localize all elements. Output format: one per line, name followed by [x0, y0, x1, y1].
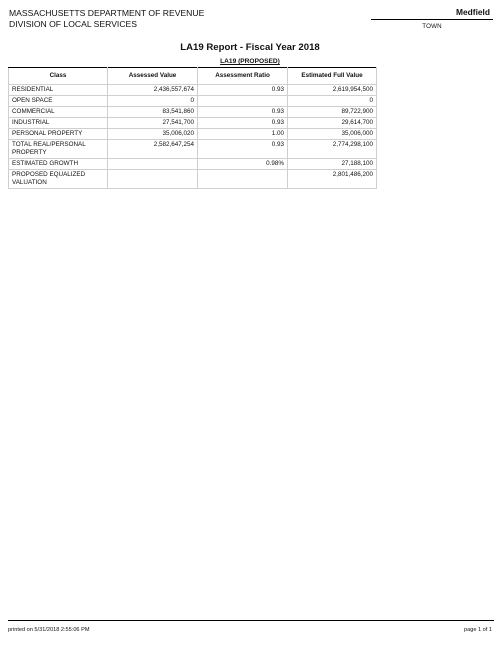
cell-assessed-value: 83,541,860 — [108, 107, 198, 118]
cell-assessed-value — [108, 159, 198, 170]
cell-estimated-full-value: 27,188,100 — [288, 159, 377, 170]
table-row — [9, 85, 377, 96]
la19-table — [8, 67, 377, 189]
table-row — [9, 107, 377, 118]
column-header-assessed-value: Assessed Value — [108, 68, 198, 85]
page-number: page 1 of 1 — [464, 627, 492, 633]
cell-estimated-full-value: 89,722,900 — [288, 107, 377, 118]
town-name: Medfield — [371, 7, 493, 20]
cell-estimated-full-value: 2,801,486,200 — [288, 170, 377, 189]
department-name: MASSACHUSETTS DEPARTMENT OF REVENUE — [9, 8, 205, 18]
column-header-assessment-ratio: Assessment Ratio — [198, 68, 288, 85]
table-row — [9, 140, 377, 159]
division-name: DIVISION OF LOCAL SERVICES — [9, 19, 137, 29]
table-row — [9, 96, 377, 107]
cell-assessed-value: 35,006,020 — [108, 129, 198, 140]
table-row — [9, 159, 377, 170]
cell-class: TOTAL REAL/PERSONAL PROPERTY — [9, 140, 108, 159]
town-block — [371, 7, 493, 30]
table-header-row — [9, 68, 377, 85]
cell-assessment-ratio: 0.93 — [198, 107, 288, 118]
cell-assessment-ratio: 0.98% — [198, 159, 288, 170]
town-label: TOWN — [422, 23, 442, 30]
cell-class: COMMERCIAL — [9, 107, 108, 118]
footer-divider — [8, 620, 494, 621]
cell-class: PROPOSED EQUALIZED VALUATION — [9, 170, 108, 189]
cell-class: PERSONAL PROPERTY — [9, 129, 108, 140]
cell-assessment-ratio — [198, 96, 288, 107]
header-agency — [9, 8, 204, 30]
table-row — [9, 170, 377, 189]
cell-assessed-value: 27,541,700 — [108, 118, 198, 129]
cell-class: RESIDENTIAL — [9, 85, 108, 96]
cell-class: OPEN SPACE — [9, 96, 108, 107]
cell-assessed-value: 2,582,647,254 — [108, 140, 198, 159]
table-row — [9, 129, 377, 140]
column-header-class: Class — [9, 68, 108, 85]
cell-assessment-ratio — [198, 170, 288, 189]
cell-estimated-full-value: 35,006,000 — [288, 129, 377, 140]
cell-assessed-value — [108, 170, 198, 189]
section-title: LA19 (PROPOSED) — [220, 58, 280, 65]
cell-estimated-full-value: 0 — [288, 96, 377, 107]
table-row — [9, 118, 377, 129]
cell-class: ESTIMATED GROWTH — [9, 159, 108, 170]
report-title: LA19 Report - Fiscal Year 2018 — [180, 42, 320, 53]
cell-estimated-full-value: 29,614,700 — [288, 118, 377, 129]
cell-class: INDUSTRIAL — [9, 118, 108, 129]
cell-estimated-full-value: 2,774,298,100 — [288, 140, 377, 159]
printed-timestamp: printed on 5/31/2018 2:55:06 PM — [8, 627, 90, 633]
cell-assessment-ratio: 1.00 — [198, 129, 288, 140]
cell-assessment-ratio: 0.93 — [198, 85, 288, 96]
cell-estimated-full-value: 2,619,954,500 — [288, 85, 377, 96]
cell-assessment-ratio: 0.93 — [198, 140, 288, 159]
cell-assessment-ratio: 0.93 — [198, 118, 288, 129]
cell-assessed-value: 2,436,557,674 — [108, 85, 198, 96]
cell-assessed-value: 0 — [108, 96, 198, 107]
column-header-estimated-full-value: Estimated Full Value — [288, 68, 377, 85]
